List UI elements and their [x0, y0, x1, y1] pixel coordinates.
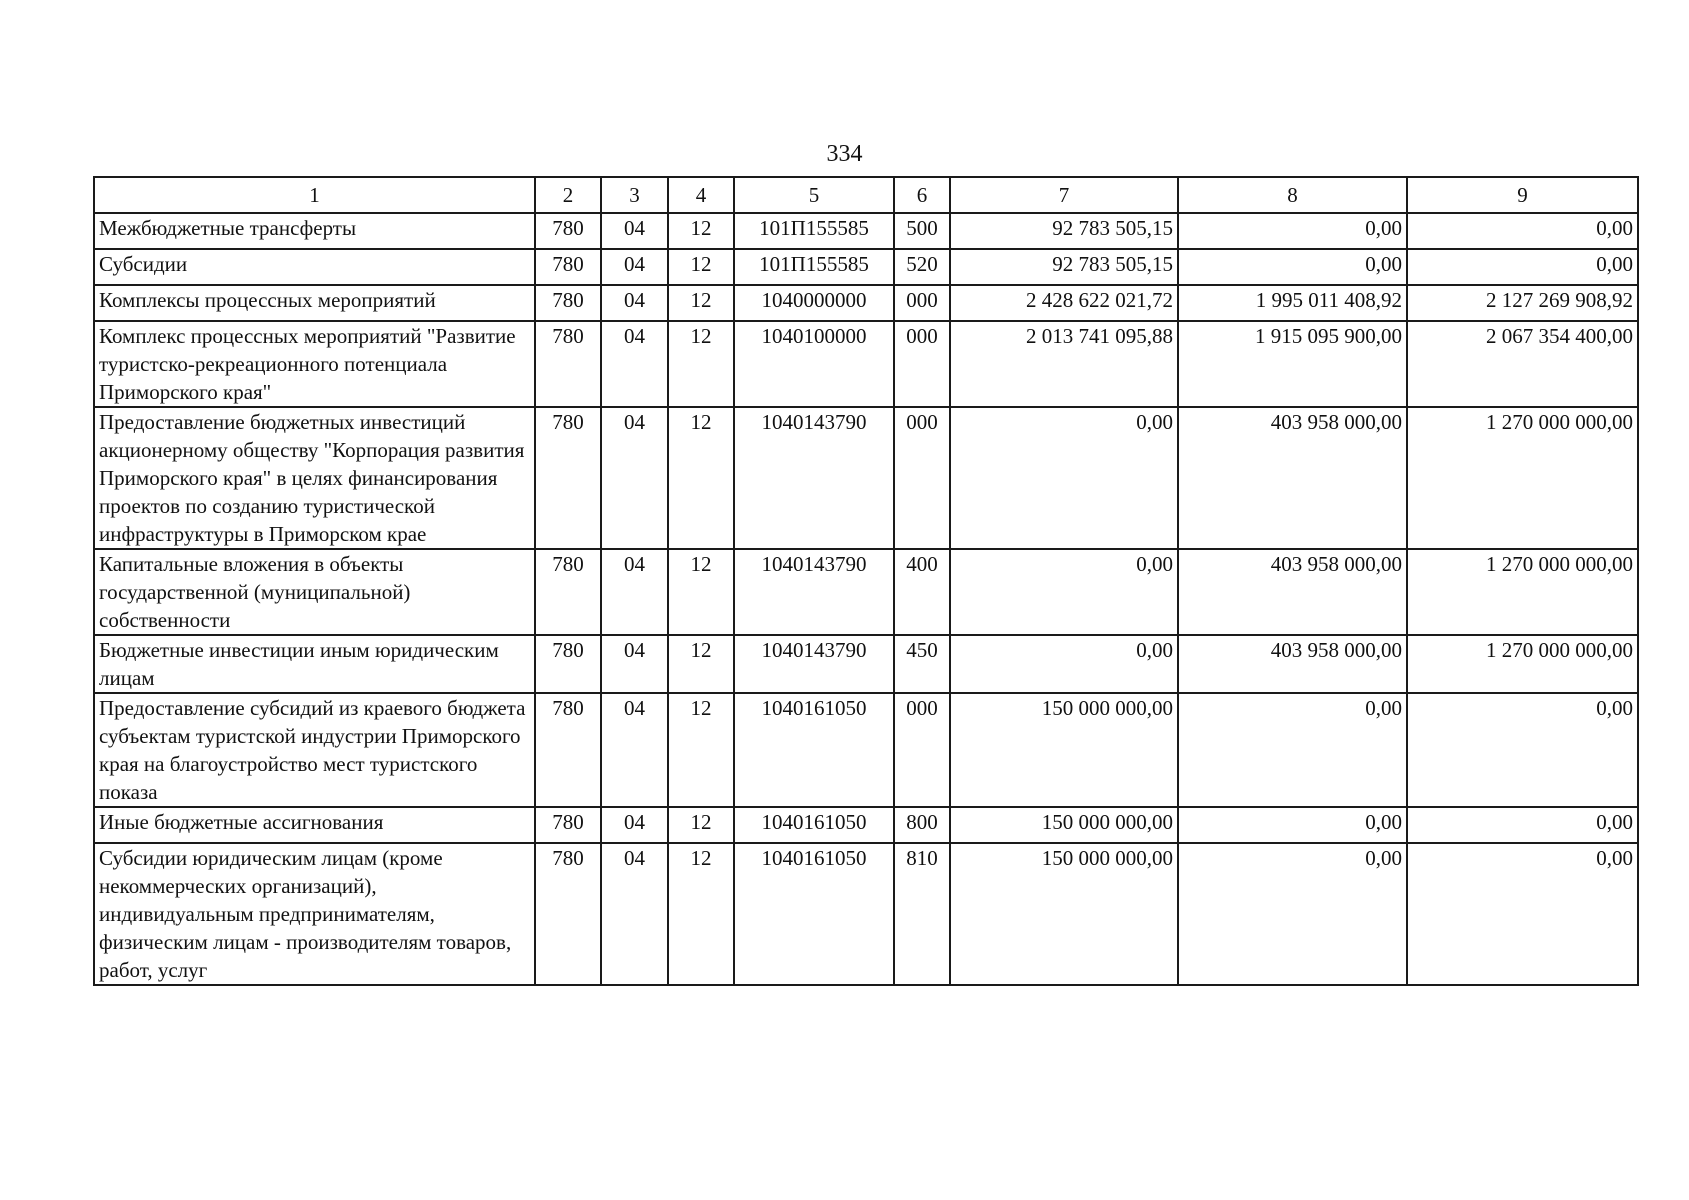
- budget-table: [93, 176, 1639, 986]
- cell-ministry: 780: [535, 635, 601, 693]
- cell-amount-7: 150 000 000,00: [950, 807, 1178, 843]
- cell-ministry: 780: [535, 843, 601, 985]
- table-row: [94, 693, 1638, 807]
- cell-ministry: 780: [535, 693, 601, 807]
- cell-target-article: 1040161050: [734, 693, 894, 807]
- cell-ministry: 780: [535, 213, 601, 249]
- cell-expense-type: 000: [894, 407, 950, 549]
- cell-amount-9: 1 270 000 000,00: [1407, 635, 1638, 693]
- cell-ministry: 780: [535, 549, 601, 635]
- row-name: Субсидии: [94, 249, 535, 285]
- header-col-5: 5: [734, 177, 894, 213]
- row-name: Предоставление субсидий из краевого бюджета субъектам туристской индустрии Приморского края на благоустройство мест туристского показа: [94, 693, 535, 807]
- cell-section: 04: [601, 321, 668, 407]
- cell-section: 04: [601, 249, 668, 285]
- header-col-3: 3: [601, 177, 668, 213]
- cell-expense-type: 810: [894, 843, 950, 985]
- cell-section: 04: [601, 285, 668, 321]
- cell-ministry: 780: [535, 807, 601, 843]
- header-col-1: 1: [94, 177, 535, 213]
- cell-amount-9: 1 270 000 000,00: [1407, 549, 1638, 635]
- cell-amount-8: 1 915 095 900,00: [1178, 321, 1407, 407]
- cell-amount-8: 0,00: [1178, 693, 1407, 807]
- cell-section: 04: [601, 843, 668, 985]
- cell-amount-9: 0,00: [1407, 213, 1638, 249]
- header-col-6: 6: [894, 177, 950, 213]
- table-row: [94, 549, 1638, 635]
- cell-subsection: 12: [668, 407, 734, 549]
- cell-subsection: 12: [668, 693, 734, 807]
- table-row: [94, 321, 1638, 407]
- cell-target-article: 1040161050: [734, 843, 894, 985]
- table-row: [94, 843, 1638, 985]
- cell-amount-9: 1 270 000 000,00: [1407, 407, 1638, 549]
- cell-amount-7: 0,00: [950, 407, 1178, 549]
- cell-amount-7: 150 000 000,00: [950, 693, 1178, 807]
- cell-amount-9: 0,00: [1407, 249, 1638, 285]
- cell-amount-8: 0,00: [1178, 249, 1407, 285]
- row-name: Предоставление бюджетных инвестиций акционерному обществу "Корпорация развития Приморского края" в целях финансирования проектов по созданию туристической инфраструктуры в Приморском крае: [94, 407, 535, 549]
- cell-expense-type: 000: [894, 321, 950, 407]
- cell-subsection: 12: [668, 249, 734, 285]
- cell-target-article: 1040143790: [734, 635, 894, 693]
- table-row: [94, 807, 1638, 843]
- cell-amount-7: 2 428 622 021,72: [950, 285, 1178, 321]
- cell-target-article: 101П155585: [734, 249, 894, 285]
- row-name: Межбюджетные трансферты: [94, 213, 535, 249]
- cell-subsection: 12: [668, 285, 734, 321]
- cell-expense-type: 450: [894, 635, 950, 693]
- cell-section: 04: [601, 635, 668, 693]
- row-name: Бюджетные инвестиции иным юридическим лицам: [94, 635, 535, 693]
- row-name: Капитальные вложения в объекты государственной (муниципальной) собственности: [94, 549, 535, 635]
- cell-ministry: 780: [535, 407, 601, 549]
- cell-amount-7: 150 000 000,00: [950, 843, 1178, 985]
- row-name: Комплекс процессных мероприятий "Развитие туристско-рекреационного потенциала Приморского края": [94, 321, 535, 407]
- cell-target-article: 1040143790: [734, 407, 894, 549]
- header-col-2: 2: [535, 177, 601, 213]
- cell-ministry: 780: [535, 321, 601, 407]
- header-col-7: 7: [950, 177, 1178, 213]
- table-row: [94, 635, 1638, 693]
- cell-section: 04: [601, 407, 668, 549]
- cell-expense-type: 400: [894, 549, 950, 635]
- cell-target-article: 1040000000: [734, 285, 894, 321]
- cell-section: 04: [601, 693, 668, 807]
- cell-amount-9: 0,00: [1407, 807, 1638, 843]
- cell-amount-7: 0,00: [950, 635, 1178, 693]
- header-col-8: 8: [1178, 177, 1407, 213]
- cell-section: 04: [601, 807, 668, 843]
- cell-amount-7: 92 783 505,15: [950, 213, 1178, 249]
- cell-amount-9: 2 127 269 908,92: [1407, 285, 1638, 321]
- cell-section: 04: [601, 549, 668, 635]
- cell-amount-8: 0,00: [1178, 213, 1407, 249]
- cell-target-article: 1040161050: [734, 807, 894, 843]
- cell-amount-7: 2 013 741 095,88: [950, 321, 1178, 407]
- cell-amount-9: 0,00: [1407, 693, 1638, 807]
- cell-amount-8: 0,00: [1178, 843, 1407, 985]
- cell-amount-7: 0,00: [950, 549, 1178, 635]
- cell-ministry: 780: [535, 249, 601, 285]
- row-name: Иные бюджетные ассигнования: [94, 807, 535, 843]
- cell-subsection: 12: [668, 549, 734, 635]
- cell-amount-8: 403 958 000,00: [1178, 549, 1407, 635]
- header-row: [94, 177, 1638, 213]
- table-row: [94, 213, 1638, 249]
- cell-amount-8: 1 995 011 408,92: [1178, 285, 1407, 321]
- cell-section: 04: [601, 213, 668, 249]
- table-row: [94, 285, 1638, 321]
- cell-expense-type: 000: [894, 693, 950, 807]
- cell-expense-type: 800: [894, 807, 950, 843]
- cell-amount-8: 403 958 000,00: [1178, 635, 1407, 693]
- page-number: 334: [826, 141, 863, 167]
- table-row: [94, 407, 1638, 549]
- cell-ministry: 780: [535, 285, 601, 321]
- cell-subsection: 12: [668, 321, 734, 407]
- cell-target-article: 1040143790: [734, 549, 894, 635]
- cell-amount-9: 0,00: [1407, 843, 1638, 985]
- header-col-9: 9: [1407, 177, 1638, 213]
- cell-expense-type: 520: [894, 249, 950, 285]
- cell-subsection: 12: [668, 843, 734, 985]
- row-name: Комплексы процессных мероприятий: [94, 285, 535, 321]
- cell-subsection: 12: [668, 807, 734, 843]
- cell-amount-7: 92 783 505,15: [950, 249, 1178, 285]
- cell-target-article: 1040100000: [734, 321, 894, 407]
- cell-expense-type: 000: [894, 285, 950, 321]
- cell-amount-9: 2 067 354 400,00: [1407, 321, 1638, 407]
- cell-subsection: 12: [668, 635, 734, 693]
- cell-expense-type: 500: [894, 213, 950, 249]
- cell-amount-8: 403 958 000,00: [1178, 407, 1407, 549]
- row-name: Субсидии юридическим лицам (кроме некоммерческих организаций), индивидуальным предпринимателям, физическим лицам - производителям товаров, работ, услуг: [94, 843, 535, 985]
- table-row: [94, 249, 1638, 285]
- cell-target-article: 101П155585: [734, 213, 894, 249]
- cell-amount-8: 0,00: [1178, 807, 1407, 843]
- cell-subsection: 12: [668, 213, 734, 249]
- header-col-4: 4: [668, 177, 734, 213]
